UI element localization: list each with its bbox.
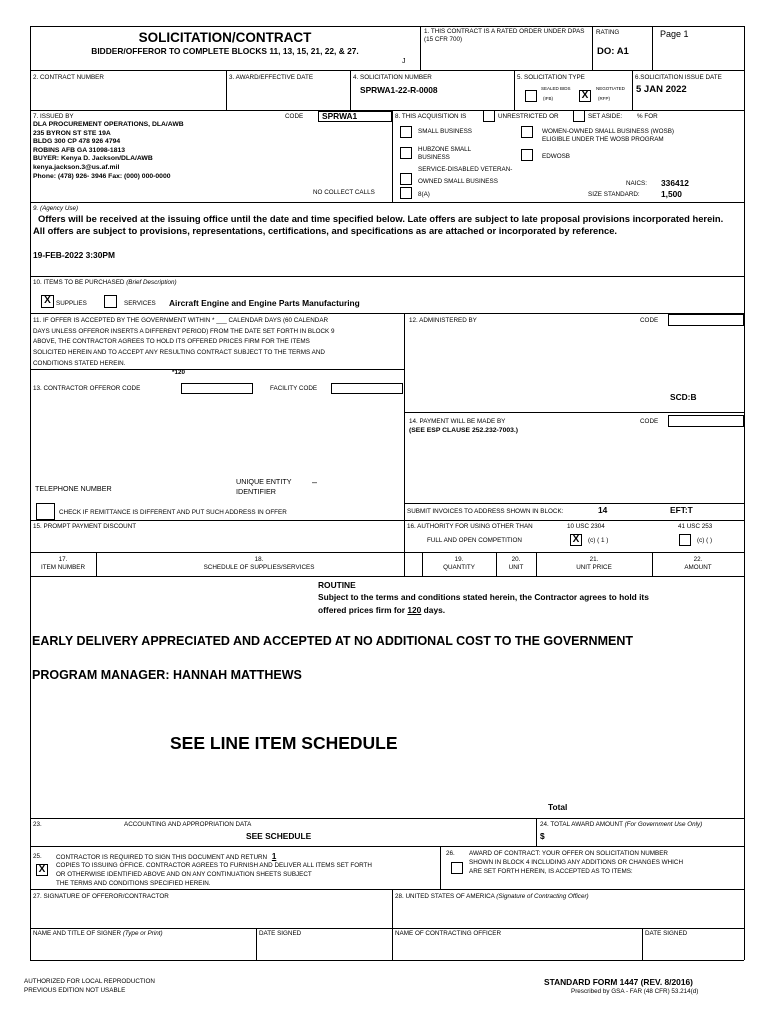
uei-identifier-label: IDENTIFIER xyxy=(236,487,276,496)
form-title: SOLICITATION/CONTRACT xyxy=(138,30,312,45)
col-label: UNIT xyxy=(508,564,524,571)
col-label: ITEM NUMBER xyxy=(40,564,86,571)
us-signature-label xyxy=(395,893,589,901)
us-text: 28. UNITED STATES OF AMERICA xyxy=(395,893,495,900)
block11-line: SOLICITED HEREIN AND TO ACCEPT ANY RESULTING CONTRACT SUBJECT TO THE TERMS AND xyxy=(33,349,325,357)
usc-253-label: 41 USC 253 xyxy=(678,523,713,530)
uei-dash: – xyxy=(312,477,318,487)
col-label: QUANTITY xyxy=(443,564,475,571)
issued-by-label: 7. ISSUED BY xyxy=(33,113,74,120)
col-label: UNIT PRICE xyxy=(576,564,612,571)
copies-count: 1 xyxy=(271,852,277,861)
prescribed-by-label: Prescribed by GSA - FAR (48 CFR) 53.214(d) xyxy=(571,988,699,995)
col-num: 17. xyxy=(58,556,68,563)
issue-date-label: 6.SOLICITATION ISSUE DATE xyxy=(635,74,722,81)
col-num: 20. xyxy=(511,556,521,563)
wosb-checkbox[interactable] xyxy=(521,126,533,138)
offer-deadline: 19-FEB-2022 3:30PM xyxy=(33,250,115,260)
issued-by-code-label: CODE xyxy=(285,113,304,120)
rating-value: DO: A1 xyxy=(597,46,629,57)
col-header-amount xyxy=(652,556,744,572)
offer-acceptance-text xyxy=(33,316,403,370)
block11-line: DAYS UNLESS OFFEROR INSERTS A DIFFERENT PERIOD) FROM THE DATE SET FORTH IN BLOCK 9 xyxy=(33,327,335,335)
eight-a-label: 8(A) xyxy=(418,191,430,198)
items-label-italic: (Brief Description) xyxy=(126,279,177,286)
supplies-checkbox[interactable]: X xyxy=(41,295,54,308)
buyer-line: BUYER: Kenya D. Jackson/DLA/AWB xyxy=(33,155,153,163)
offeror-signature-label: 27. SIGNATURE OF OFFEROR/CONTRACTOR xyxy=(33,893,169,900)
wosb-program-label: ELIGIBLE UNDER THE WOSB PROGRAM xyxy=(542,136,664,143)
prompt-payment-label: 15. PROMPT PAYMENT DISCOUNT xyxy=(33,523,137,530)
block26-line-1: AWARD OF CONTRACT: YOUR OFFER ON SOLICITATION NUMBER xyxy=(469,850,668,857)
sealed-bids-checkbox[interactable] xyxy=(525,90,537,102)
col-header-unit-price xyxy=(536,556,652,572)
contractor-code-field[interactable] xyxy=(181,383,253,394)
payment-by-label: 14. PAYMENT WILL BE MADE BY xyxy=(409,418,506,425)
no-collect-calls: NO COLLECT CALLS xyxy=(313,189,375,196)
authority-c2: (c) ( ) xyxy=(697,537,713,544)
solicitation-type-label: 5. SOLICITATION TYPE xyxy=(517,74,585,81)
total-label: Total xyxy=(548,802,568,812)
offer-days: *120 xyxy=(172,369,185,376)
block11-line: CONDITIONS STATED HEREIN. xyxy=(33,359,126,367)
early-delivery-note: EARLY DELIVERY APPRECIATED AND ACCEPTED AT NO ADDITIONAL COST TO THE GOVERNMENT xyxy=(32,634,633,648)
agency-use-label: 9. (Agency Use) xyxy=(33,205,79,212)
col-num: 22. xyxy=(693,556,703,563)
col-label: SCHEDULE OF SUPPLIES/SERVICES xyxy=(203,564,315,571)
buyer-phone: Phone: (478) 926- 3946 Fax: (000) 000-0000 xyxy=(33,172,171,180)
address-line: ROBINS AFB GA 31098-1813 xyxy=(33,146,126,154)
issued-by-address xyxy=(33,121,184,181)
hubzone-business-label: BUSINESS xyxy=(418,154,450,161)
address-line: DLA PROCUREMENT OPERATIONS, DLA/AWB xyxy=(33,121,184,128)
signer-italic: (Type or Print) xyxy=(122,930,163,937)
col-header-schedule xyxy=(96,556,422,572)
col-header-quantity xyxy=(422,556,496,572)
footer-local-reproduction: AUTHORIZED FOR LOCAL REPRODUCTION xyxy=(24,978,155,985)
routine-label: ROUTINE xyxy=(318,580,356,590)
remittance-checkbox[interactable] xyxy=(36,503,55,520)
services-label: SERVICES xyxy=(124,300,156,307)
contract-number-label: 2. CONTRACT NUMBER xyxy=(33,74,104,81)
authority-label: 16. AUTHORITY FOR USING OTHER THAN xyxy=(407,523,533,530)
col-label: AMOUNT xyxy=(684,564,712,571)
set-aside-label: SET ASIDE: xyxy=(588,113,623,120)
j-mark: J xyxy=(402,58,406,65)
scd-value: SCD:B xyxy=(670,392,697,402)
terms-text-end: days. xyxy=(421,605,446,615)
rating-label: RATING xyxy=(596,29,620,36)
small-business-checkbox[interactable] xyxy=(400,126,412,138)
hubzone-checkbox[interactable] xyxy=(400,147,412,159)
size-standard-label: SIZE STANDARD: xyxy=(588,191,640,198)
total-award-italic: (For Government Use Only) xyxy=(624,821,703,828)
submit-invoices-block: 14 xyxy=(598,505,608,515)
col-header-unit xyxy=(496,556,536,572)
administered-by-label: 12. ADMINISTERED BY xyxy=(409,317,477,324)
set-aside-checkbox[interactable] xyxy=(573,110,585,122)
block11-line: ABOVE, THE CONTRACTOR AGREES TO HOLD ITS OFFERED PRICES FIRM FOR THE ITEMS xyxy=(33,338,310,346)
block25-number: 25. xyxy=(33,853,42,860)
payment-clause: (SEE ESP CLAUSE 252.232-7003.) xyxy=(409,427,519,434)
contracting-officer-label: NAME OF CONTRACTING OFFICER xyxy=(395,930,501,937)
facility-code-field[interactable] xyxy=(331,383,403,394)
block26-line-3: ARE SET FORTH HEREIN, IS ACCEPTED AS TO ITEMS: xyxy=(469,868,633,875)
items-label-text: 10. ITEMS TO BE PURCHASED xyxy=(33,279,125,286)
officer-date-signed-label: DATE SIGNED xyxy=(645,930,688,937)
items-purchased-label xyxy=(33,279,177,287)
unrestricted-checkbox[interactable] xyxy=(483,110,495,122)
negotiated-label: NEGOTIATED xyxy=(596,86,625,91)
submit-invoices-label: SUBMIT INVOICES TO ADDRESS SHOWN IN BLOCK: xyxy=(407,508,564,515)
solicitation-number: SPRWA1-22-R-0008 xyxy=(360,85,438,95)
block26-number: 26. xyxy=(446,850,455,857)
size-standard-value: 1,500 xyxy=(661,189,682,199)
contractor-offeror-label: 13. CONTRACTOR OFFEROR CODE xyxy=(33,385,141,392)
sdvosb-label: SERVICE-DISABLED VETERAN- xyxy=(418,166,513,173)
total-award-label xyxy=(540,821,702,829)
remittance-label: CHECK IF REMITTANCE IS DIFFERENT AND PUT SUCH ADDRESS IN OFFER xyxy=(59,509,287,516)
date-signed-label: DATE SIGNED xyxy=(259,930,302,937)
full-open-label: FULL AND OPEN COMPETITION xyxy=(427,537,522,544)
signer-name-label xyxy=(33,930,163,938)
rfp-label: (RFP) xyxy=(598,96,610,101)
facility-code-label: FACILITY CODE xyxy=(270,385,318,392)
terms-line-1: Subject to the terms and conditions stated herein, the Contractor agrees to hold its xyxy=(318,592,649,602)
unrestricted-label: UNRESTRICTED OR xyxy=(498,113,559,120)
signer-text: NAME AND TITLE OF SIGNER xyxy=(33,930,122,937)
block26-line-2: SHOWN IN BLOCK 4 INCLUDING ANY ADDITIONS OR CHANGES WHICH xyxy=(469,859,684,866)
block23-number: 23. xyxy=(33,821,42,828)
eft-value: EFT:T xyxy=(670,505,693,515)
terms-text: offered prices firm for xyxy=(318,605,408,615)
col-num: 19. xyxy=(454,556,464,563)
authority-c1: (c) ( 1 ) xyxy=(588,537,609,544)
telephone-label: TELEPHONE NUMBER xyxy=(35,484,112,493)
block11-line: 11. IF OFFER IS ACCEPTED BY THE GOVERNMENT WITHIN * ___ CALENDAR DAYS (60 CALENDAR xyxy=(33,317,329,324)
accounting-value: SEE SCHEDULE xyxy=(246,831,312,841)
items-description: Aircraft Engine and Engine Parts Manufacturing xyxy=(169,298,360,308)
standard-form-label: STANDARD FORM 1447 (REV. 8/2016) xyxy=(544,977,693,987)
issue-date: 5 JAN 2022 xyxy=(636,84,687,95)
terms-line-2 xyxy=(318,605,445,615)
block25-line-2: COPIES TO ISSUING OFFICE. CONTRACTOR AGREES TO FURNISH AND DELIVER ALL ITEMS SET FORTH xyxy=(56,862,372,869)
percent-for-label: % FOR xyxy=(637,113,658,120)
naics-label: NAICS: xyxy=(626,180,647,187)
block25-text: CONTRACTOR IS REQUIRED TO SIGN THIS DOCUMENT AND RETURN xyxy=(56,854,268,861)
supplies-label: SUPPLIES xyxy=(56,300,87,307)
rated-order-label: 1. THIS CONTRACT IS A RATED ORDER UNDER DPAS (15 CFR 700) xyxy=(424,28,585,43)
acquisition-label: 8. THIS ACQUISITION IS xyxy=(395,113,467,120)
small-business-label: SMALL BUSINESS xyxy=(418,128,473,135)
block26-checkbox[interactable] xyxy=(451,862,463,874)
edwosb-checkbox[interactable] xyxy=(521,149,533,161)
payment-code-label: CODE xyxy=(640,418,659,425)
administered-code-label: CODE xyxy=(640,317,659,324)
edwosb-label: EDWOSB xyxy=(542,153,570,160)
services-checkbox[interactable] xyxy=(104,295,117,308)
hubzone-label: HUBZONE SMALL xyxy=(418,146,472,153)
total-award-text: 24. TOTAL AWARD AMOUNT xyxy=(540,821,623,828)
naics-value: 336412 xyxy=(661,178,689,188)
block25-line-1 xyxy=(56,853,279,862)
us-italic: (Signature of Contracting Officer) xyxy=(496,893,589,900)
block25-line-3: OR OTHERWISE IDENTIFIED ABOVE AND ON ANY CONTINUATION SHEETS SUBJECT xyxy=(56,871,312,878)
usc-2304-label: 10 USC 2304 xyxy=(567,523,605,530)
sdvosb-owned-label: OWNED SMALL BUSINESS xyxy=(418,178,498,185)
address-line: 235 BYRON ST STE 19A xyxy=(33,129,111,137)
offer-instructions: Offers will be received at the issuing office until the date and time specified below. Late offers are subject to late proposal provisions incorporated herein. All offers are subject to provisions, representations, certifications, and specifications as are attached or incorporated by reference. xyxy=(33,213,724,236)
solicitation-number-label: 4. SOLICITATION NUMBER xyxy=(353,74,432,81)
buyer-email: kenya.jackson.3@us.af.mil xyxy=(33,163,120,171)
see-line-item-schedule: SEE LINE ITEM SCHEDULE xyxy=(170,733,398,753)
address-line: BLDG 300 CP 478 926 4794 xyxy=(33,138,121,146)
issued-by-code: SPRWA1 xyxy=(318,111,392,122)
negotiated-checkbox[interactable]: X xyxy=(579,90,591,102)
footer-previous-edition: PREVIOUS EDITION NOT USABLE xyxy=(24,987,126,994)
authority-253-checkbox[interactable] xyxy=(679,534,691,546)
authority-2304-checkbox[interactable]: X xyxy=(570,534,582,546)
award-date-label: 3. AWARD/EFFECTIVE DATE xyxy=(229,74,314,81)
sealed-bids-label: SEALED BIDS xyxy=(541,86,571,91)
eight-a-checkbox[interactable] xyxy=(400,187,412,199)
col-num: 18. xyxy=(254,556,264,563)
block25-checkbox[interactable]: X xyxy=(36,864,48,876)
uei-label: UNIQUE ENTITY xyxy=(236,477,292,486)
col-num: 21. xyxy=(589,556,599,563)
administered-code-field[interactable] xyxy=(668,314,744,326)
ifb-label: (IFB) xyxy=(543,96,553,101)
terms-days: 120 xyxy=(407,605,422,615)
sdvosb-checkbox[interactable] xyxy=(400,173,412,185)
accounting-label: ACCOUNTING AND APPROPRIATION DATA xyxy=(124,821,252,828)
block25-line-4: THE TERMS AND CONDITIONS SPECIFIED HEREIN. xyxy=(56,880,211,887)
col-header-item-number xyxy=(30,556,96,572)
form-subtitle: BIDDER/OFFEROR TO COMPLETE BLOCKS 11, 13, 15, 21, 22, & 27. xyxy=(91,46,359,56)
program-manager-note: PROGRAM MANAGER: HANNAH MATTHEWS xyxy=(32,668,302,682)
payment-code-field[interactable] xyxy=(668,415,744,427)
page-number: Page 1 xyxy=(660,29,689,39)
total-award-dollar: $ xyxy=(540,831,545,841)
wosb-label: WOMEN-OWNED SMALL BUSINESS (WOSB) xyxy=(542,128,675,135)
